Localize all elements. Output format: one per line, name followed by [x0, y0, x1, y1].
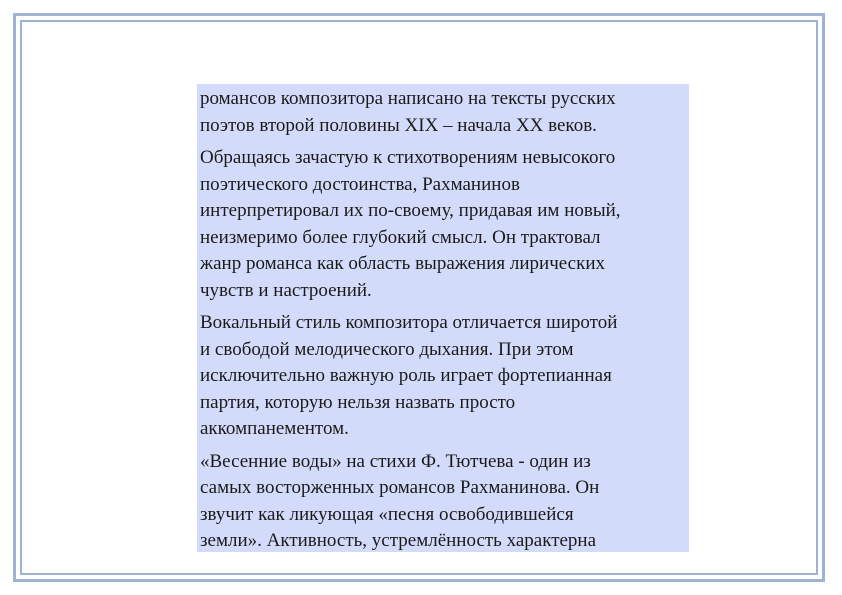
- text-box: [197, 84, 689, 552]
- paragraph-spring-waters: «Весенние воды» на стихи Ф. Тютчева - один из самых восторженных романсов Рахманинова. Он звучит как ликующая «песня освободившейся земли». Активность, устремлённость характерна: [200, 450, 600, 551]
- paragraph-romance-texts: романсов композитора написано на тексты русских поэтов второй половины XIX – начала XX веков.: [200, 88, 616, 136]
- paragraph-vocal-style: Вокальный стиль композитора отличается широтой и свободой мелодического дыхания. При этом исключительно важную роль играет фортепианная партия, которую нельзя назвать просто аккомпанементом.: [200, 312, 618, 439]
- paragraph-interpretation: Обращаясь зачастую к стихотворениям невысокого поэтического достоинства, Рахманинов интерпретировал их по-своему, придавая им новый, неизмеримо более глубокий смысл. Он трактовал жанр романса как область выражения лирических чувств и настроений.: [200, 147, 621, 301]
